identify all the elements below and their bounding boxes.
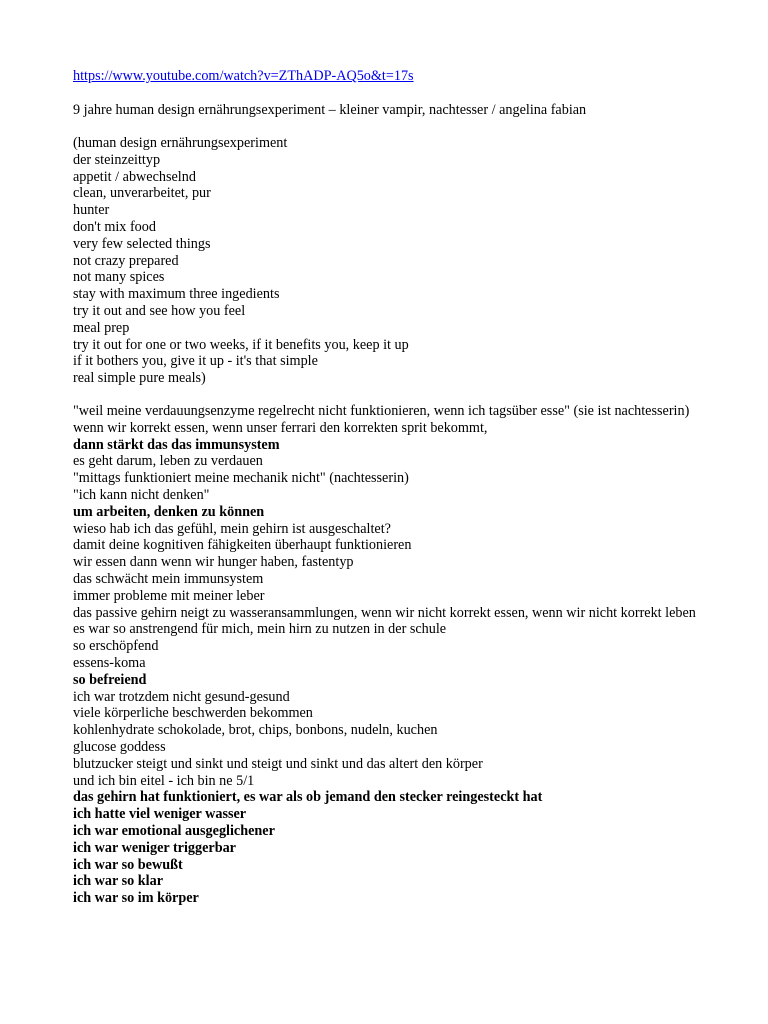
text-line: meal prep	[73, 319, 130, 336]
text-line: hunter	[73, 202, 110, 219]
text-line: ich war so im körper	[73, 890, 199, 907]
text-line: wir essen dann wenn wir hunger haben, fastentyp	[73, 554, 354, 571]
text-line: so befreiend	[73, 671, 147, 688]
text-line: ich war weniger triggerbar	[73, 839, 236, 856]
text-line: und ich bin eitel - ich bin ne 5/1	[73, 772, 255, 789]
text-line: wieso hab ich das gefühl, mein gehirn ist ausgeschaltet?	[73, 520, 391, 537]
text-line: "weil meine verdauungsenzyme regelrecht nicht funktionieren, wenn ich tagsüber esse" (sie ist nachtesserin)	[73, 403, 690, 419]
text-line: ich war so bewußt	[73, 856, 183, 873]
text-line: viele körperliche beschwerden bekommen	[73, 705, 313, 722]
text-line: es war so anstrengend für mich, mein hirn zu nutzen in der schule	[73, 621, 447, 638]
text-line: not crazy prepared	[73, 252, 179, 269]
text-line: try it out and see how you feel	[73, 302, 246, 319]
text-line: wenn wir korrekt essen, wenn unser ferrari den korrekten sprit bekommt,	[73, 419, 488, 436]
text-line: das schwächt mein immunsystem	[73, 570, 264, 587]
document-title: 9 jahre human design ernährungsexperiment – kleiner vampir, nachtesser / angelina fabian	[73, 102, 587, 118]
text-line: don't mix food	[73, 218, 156, 235]
text-line: ich war so klar	[73, 873, 163, 890]
text-line: appetit / abwechselnd	[73, 168, 196, 185]
text-line: dann stärkt das das immunsystem	[73, 436, 280, 453]
text-line: not many spices	[73, 269, 165, 286]
text-line: immer probleme mit meiner leber	[73, 587, 265, 604]
text-line: (human design ernährungsexperiment	[73, 135, 288, 151]
text-line: das passive gehirn neigt zu wasseransammlungen, wenn wir nicht korrekt essen, wenn wir nicht korrekt leben	[73, 604, 696, 621]
text-line: if it bothers you, give it up - it's that simple	[73, 353, 318, 370]
text-line: try it out for one or two weeks, if it benefits you, keep it up	[73, 336, 409, 353]
text-line: clean, unverarbeitet, pur	[73, 185, 211, 202]
text-line: "ich kann nicht denken"	[73, 486, 210, 503]
text-line: real simple pure meals)	[73, 370, 206, 387]
text-line: kohlenhydrate schokolade, brot, chips, bonbons, nudeln, kuchen	[73, 722, 438, 739]
text-line: glucose goddess	[73, 738, 166, 755]
text-line: essens-koma	[73, 654, 146, 671]
text-line: ich hatte viel weniger wasser	[73, 806, 247, 823]
youtube-link[interactable]: https://www.youtube.com/watch?v=ZThADP-AQ5o&t=17s	[73, 68, 414, 84]
text-line: der steinzeittyp	[73, 151, 161, 168]
text-line: stay with maximum three ingedients	[73, 286, 280, 303]
notes-block-2	[73, 403, 753, 907]
text-line: damit deine kognitiven fähigkeiten überhaupt funktionieren	[73, 537, 412, 554]
text-line: very few selected things	[73, 235, 211, 252]
notes-block-1	[73, 135, 753, 387]
text-line: ich war emotional ausgeglichener	[73, 822, 275, 839]
text-line: "mittags funktioniert meine mechanik nicht" (nachtesserin)	[73, 470, 409, 487]
text-line: das gehirn hat funktioniert, es war als ob jemand den stecker reingesteckt hat	[73, 789, 543, 806]
text-line: ich war trotzdem nicht gesund-gesund	[73, 688, 290, 705]
text-line: es geht darum, leben zu verdauen	[73, 453, 263, 470]
text-line: so erschöpfend	[73, 638, 159, 655]
text-line: blutzucker steigt und sinkt und steigt und sinkt und das altert den körper	[73, 755, 483, 772]
text-line: um arbeiten, denken zu können	[73, 503, 265, 520]
